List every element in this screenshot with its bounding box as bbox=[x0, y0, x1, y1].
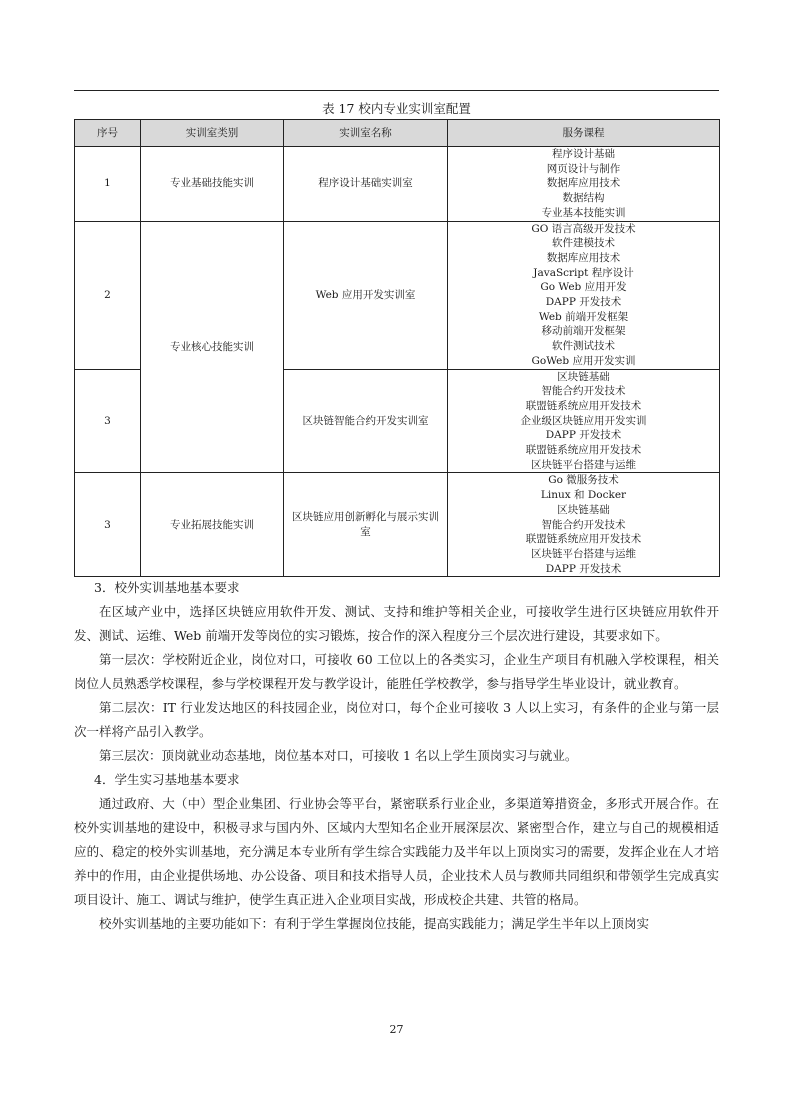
top-rule bbox=[74, 90, 719, 91]
course-item: 企业级区块链应用开发实训 bbox=[520, 414, 647, 427]
table-header-row bbox=[75, 120, 720, 147]
course-item: 网页设计与制作 bbox=[546, 162, 621, 175]
course-item: 数据库应用技术 bbox=[546, 177, 621, 190]
paragraph: 校外实训基地的主要功能如下：有利于学生掌握岗位技能，提高实践能力；满足学生半年以上顶岗实 bbox=[99, 916, 650, 931]
row-category: 专业基础技能实训 bbox=[141, 147, 284, 222]
course-item: GoWeb 应用开发实训 bbox=[531, 354, 636, 367]
course-item: Web 前端开发框架 bbox=[538, 310, 629, 323]
row-courses bbox=[448, 473, 720, 577]
row-lab-name: 区块链智能合约开发实训室 bbox=[284, 369, 448, 473]
header-category: 实训室类别 bbox=[141, 120, 284, 147]
course-item: 数据库应用技术 bbox=[546, 251, 621, 264]
course-item: DAPP 开发技术 bbox=[545, 296, 622, 309]
table-row bbox=[75, 221, 720, 369]
course-item: 软件建模技术 bbox=[552, 237, 615, 250]
row-category: 专业核心技能实训 bbox=[141, 221, 284, 473]
course-item: 移动前端开发框架 bbox=[541, 325, 626, 338]
course-item: 智能合约开发技术 bbox=[541, 385, 626, 398]
row-lab-name: Web 应用开发实训室 bbox=[284, 221, 448, 369]
section-heading: 3．校外实训基地基本要求 bbox=[94, 580, 240, 595]
course-item: DAPP 开发技术 bbox=[545, 562, 622, 575]
course-item: 联盟链系统应用开发技术 bbox=[525, 399, 642, 412]
course-item: 智能合约开发技术 bbox=[541, 518, 626, 531]
row-no: 3 bbox=[75, 473, 141, 577]
course-item: 区块链基础 bbox=[557, 503, 610, 516]
table-row bbox=[75, 147, 720, 222]
course-item: 联盟链系统应用开发技术 bbox=[525, 444, 642, 457]
course-item: 专业基本技能实训 bbox=[541, 206, 626, 219]
header-no: 序号 bbox=[75, 120, 141, 147]
body-text bbox=[74, 576, 719, 936]
course-item: 程序设计基础 bbox=[552, 148, 615, 160]
row-no: 3 bbox=[75, 369, 141, 473]
paragraph: 第二层次：IT 行业发达地区的科技园企业，岗位对口，每个企业可接收 3 人以上实习，有条件的企业与第一层次一样将产品引入教学。 bbox=[74, 700, 719, 739]
row-no: 2 bbox=[75, 221, 141, 369]
course-item: Go Web 应用开发 bbox=[540, 281, 627, 294]
lab-config-table bbox=[74, 119, 720, 577]
course-item: 区块链平台搭建与运维 bbox=[531, 458, 636, 471]
paragraph: 在区域产业中，选择区块链应用软件开发、测试、支持和维护等相关企业，可接收学生进行区块链应用软件开发、测试、运维、Web 前端开发等岗位的实习锻炼，按合作的深入程度分三个层次进行建设，其要求如下。 bbox=[74, 604, 719, 643]
paragraph: 通过政府、大（中）型企业集团、行业协会等平台，紧密联系行业企业，多渠道筹措资金，多形式开展合作。在校外实训基地的建设中，积极寻求与国内外、区域内大型知名企业开展深层次、紧密型合作，建立与自己的规模相适应的、稳定的校外实训基地，充分满足本专业所有学生综合实践能力及半年以上顶岗实习的需要，发挥企业在人才培养中的作用，由企业提供场地、办公设备、项目和技术指导人员，企业技术人员与教师共同组织和带领学生完成真实项目设计、施工、调试与维护，使学生真正进入企业项目实战，形成校企共建、共管的格局。 bbox=[74, 796, 719, 907]
course-item: 区块链平台搭建与运维 bbox=[531, 547, 636, 560]
course-item: GO 语言高级开发技术 bbox=[531, 222, 636, 235]
section-heading: 4．学生实习基地基本要求 bbox=[94, 772, 240, 787]
course-item: 联盟链系统应用开发技术 bbox=[525, 533, 642, 546]
row-lab-name: 程序设计基础实训室 bbox=[284, 147, 448, 222]
course-item: JavaScript 程序设计 bbox=[533, 266, 634, 279]
course-item: 区块链基础 bbox=[557, 370, 610, 383]
course-item: 数据结构 bbox=[562, 192, 605, 205]
row-courses bbox=[448, 221, 720, 369]
row-courses bbox=[448, 147, 720, 222]
header-courses: 服务课程 bbox=[448, 120, 720, 147]
row-category: 专业拓展技能实训 bbox=[141, 473, 284, 577]
paragraph: 第一层次：学校附近企业，岗位对口，可接收 60 工位以上的各类实习，企业生产项目有机融入学校课程，相关岗位人员熟悉学校课程，参与学校课程开发与教学设计，能胜任学校教学，参与指导学生毕业设计，就业教育。 bbox=[74, 652, 719, 691]
course-item: Go 微服务技术 bbox=[548, 474, 619, 487]
paragraph: 第三层次：顶岗就业动态基地，岗位基本对口，可接收 1 名以上学生顶岗实习与就业。 bbox=[99, 748, 578, 763]
row-courses bbox=[448, 369, 720, 473]
header-lab-name: 实训室名称 bbox=[284, 120, 448, 147]
row-lab-name: 区块链应用创新孵化与展示实训室 bbox=[284, 473, 448, 577]
course-item: Linux 和 Docker bbox=[540, 489, 627, 502]
row-no: 1 bbox=[75, 147, 141, 222]
page-number: 27 bbox=[389, 1023, 404, 1036]
course-item: DAPP 开发技术 bbox=[545, 429, 622, 442]
table-row bbox=[75, 473, 720, 577]
course-item: 软件测试技术 bbox=[552, 340, 615, 353]
table-caption: 表 17 校内专业实训室配置 bbox=[322, 101, 471, 116]
